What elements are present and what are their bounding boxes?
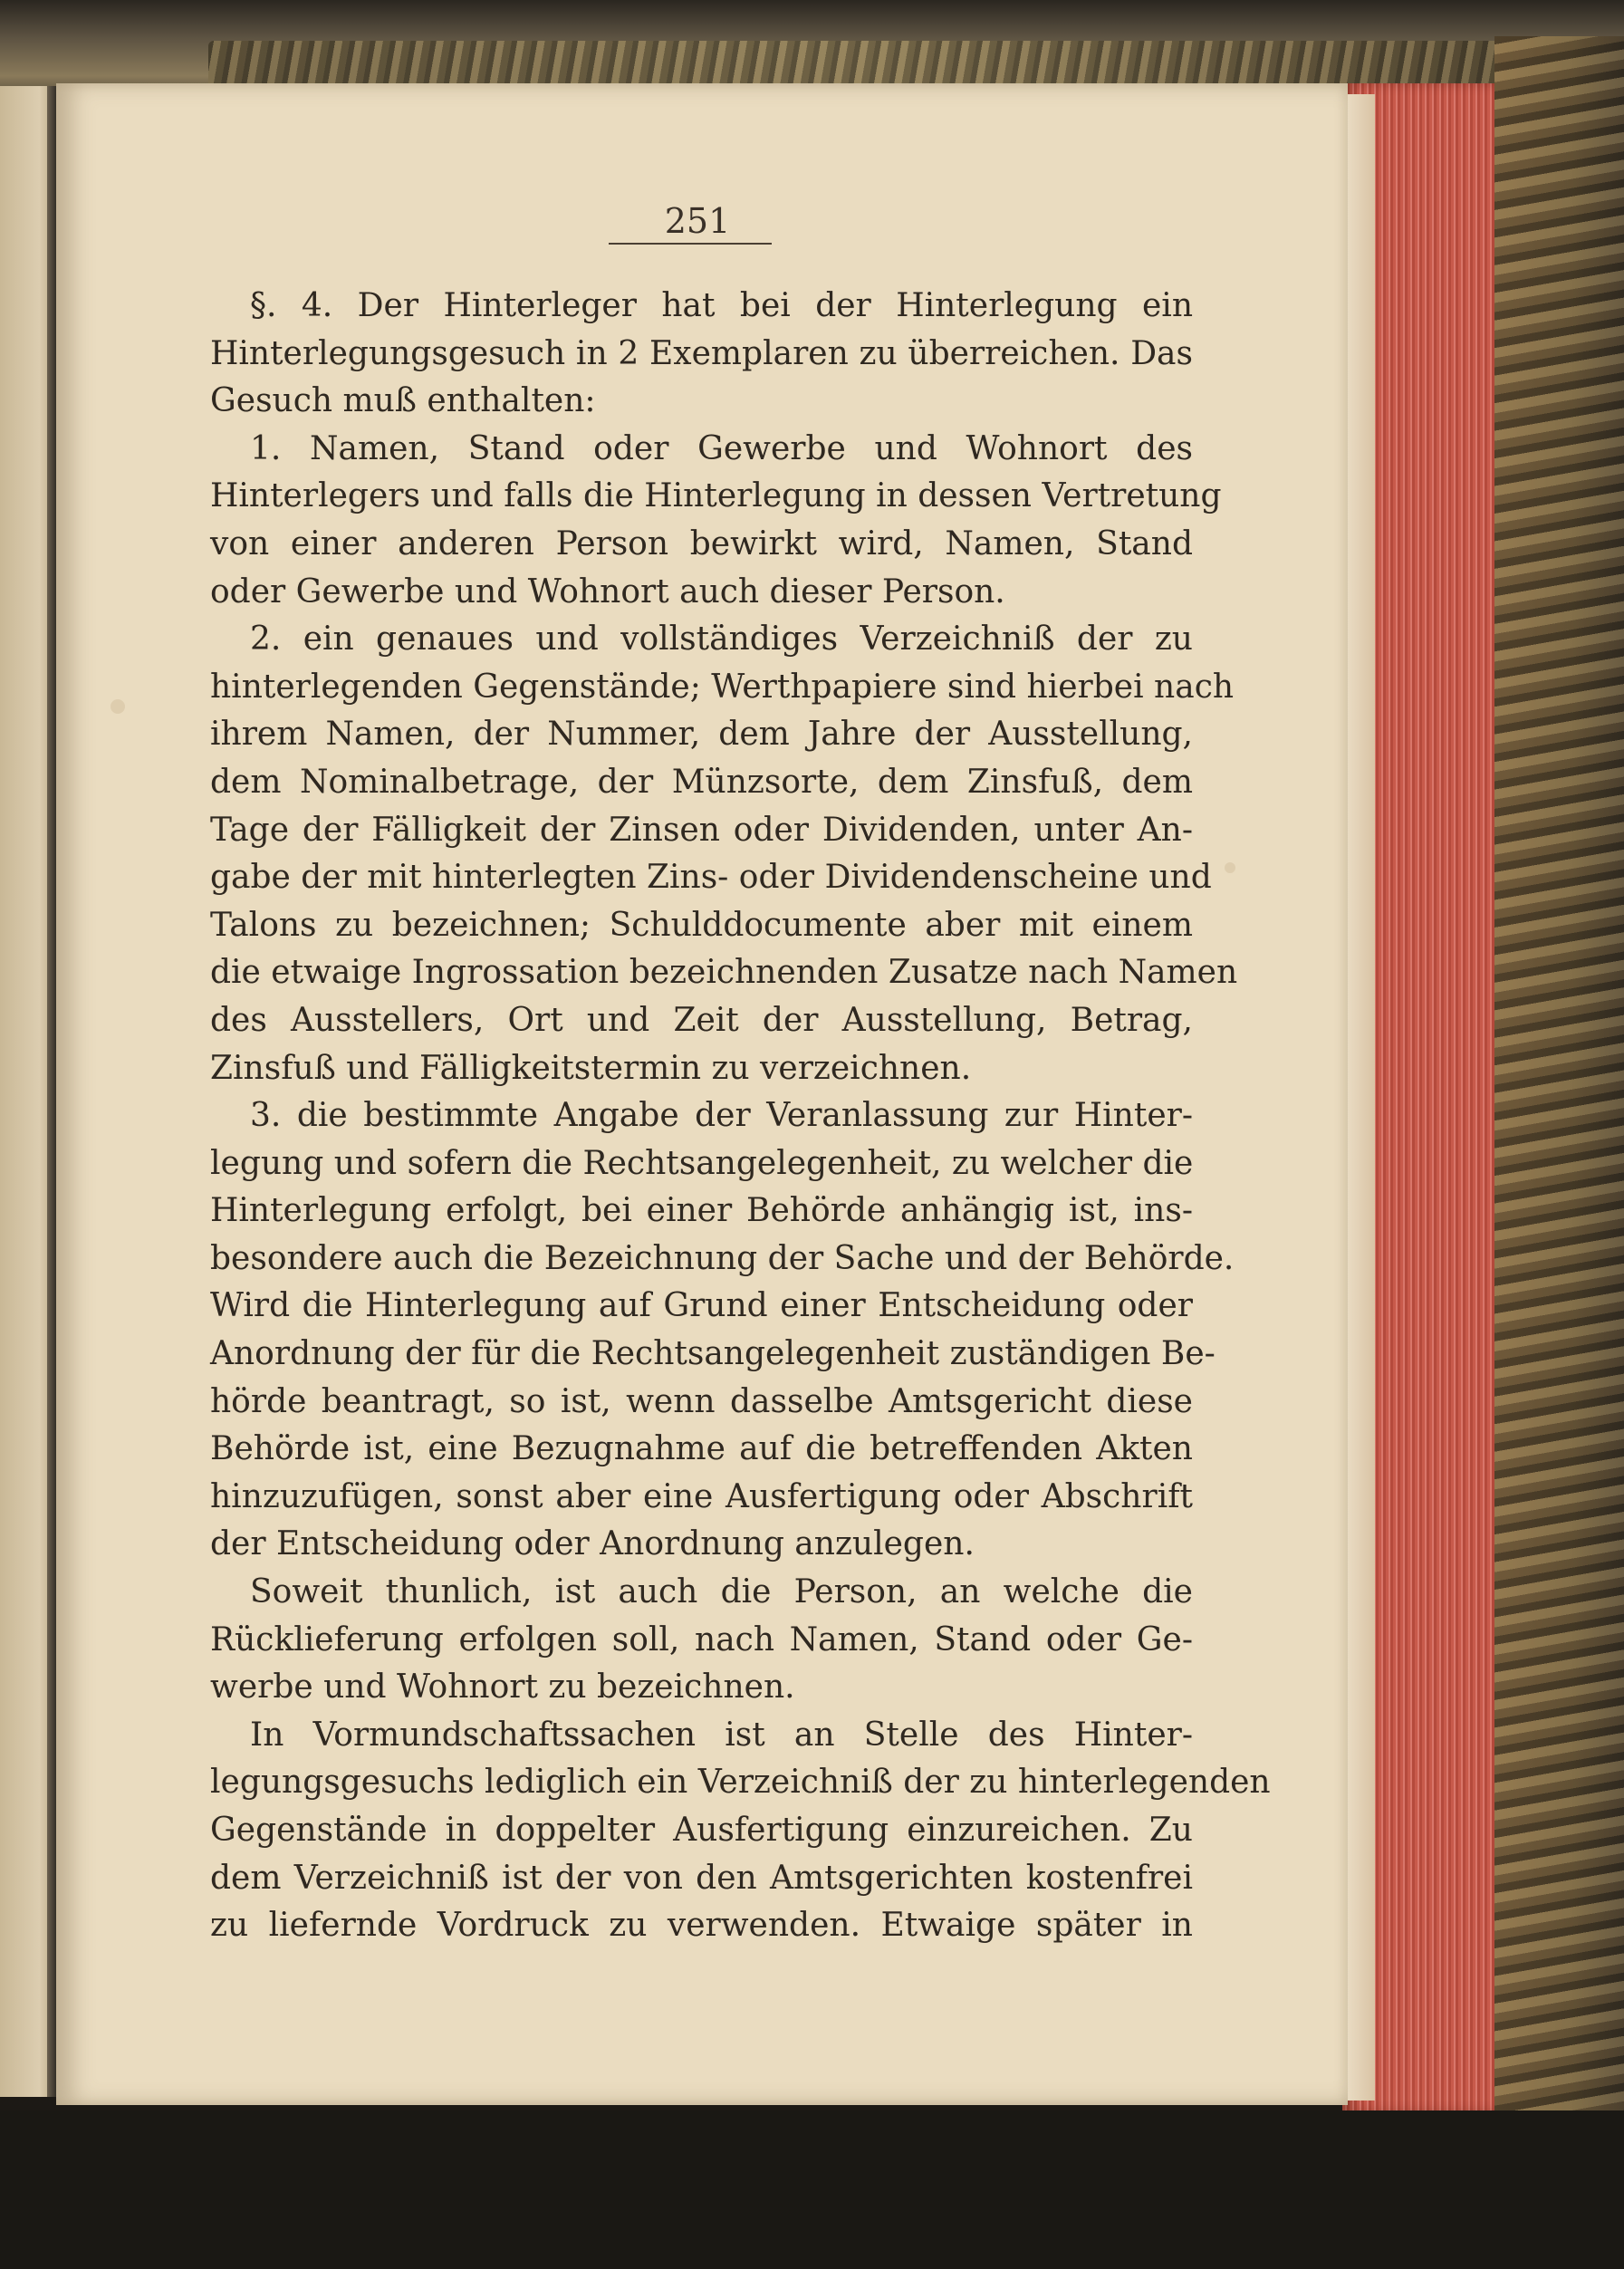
text-line: In Vormundschaftssachen ist an Stelle des Hinter-	[250, 1716, 1193, 1754]
text-line: oder Gewerbe und Wohnort auch dieser Person.	[210, 572, 1005, 611]
page-number-rule	[609, 243, 772, 245]
text-line: von einer anderen Person bewirkt wird, Namen, Stand	[210, 524, 1193, 562]
page-spot	[111, 699, 125, 714]
text-line: Anordnung der für die Rechtsangelegenheit zuständigen Be-	[210, 1335, 1216, 1373]
marbled-cover-right	[1494, 36, 1624, 2120]
text-line: 3. die bestimmte Angabe der Veranlassung zur Hinter-	[250, 1097, 1193, 1135]
text-line: §. 4. Der Hinterleger hat bei der Hinterlegung ein	[250, 287, 1193, 324]
text-line: werbe und Wohnort zu bezeichnen.	[210, 1668, 795, 1707]
text-line: 1. Namen, Stand oder Gewerbe und Wohnort des	[250, 429, 1193, 467]
text-line: des Ausstellers, Ort und Zeit der Ausstellung, Betrag,	[210, 1001, 1193, 1039]
text-line: 2. ein genaues und vollständiges Verzeichniß der zu	[250, 620, 1193, 659]
text-line: hörde beantragt, so ist, wenn dasselbe Amtsgericht diese	[210, 1382, 1193, 1420]
text-line: Gesuch muß enthalten:	[210, 382, 596, 420]
text-line: zu liefernde Vordruck zu verwenden. Etwaige später in	[210, 1907, 1193, 1945]
text-line: Tage der Fälligkeit der Zinsen oder Dividenden, unter An-	[210, 811, 1193, 849]
text-line: gabe der mit hinterlegten Zins- oder Dividendenscheine und	[210, 859, 1212, 897]
text-line: die etwaige Ingrossation bezeichnenden Zusatze nach Namen	[210, 954, 1238, 992]
text-line: der Entscheidung oder Anordnung anzulegen.	[210, 1525, 975, 1563]
text-line: Gegenstände in doppelter Ausfertigung einzureichen. Zu	[210, 1812, 1193, 1849]
text-line: hinzuzufügen, sonst aber eine Ausfertigung oder Abschrift	[210, 1477, 1193, 1515]
text-line: Hinterlegungsgesuch in 2 Exemplaren zu überreichen. Das	[210, 334, 1193, 372]
page-spot	[1225, 862, 1235, 873]
text-line: Hinterlegers und falls die Hinterlegung in dessen Vertretung	[210, 477, 1222, 515]
text-line: ihrem Namen, der Nummer, dem Jahre der Ausstellung,	[210, 716, 1193, 754]
text-line: Zinsfuß und Fälligkeitstermin zu verzeichnen.	[210, 1049, 972, 1087]
text-line: legung und sofern die Rechtsangelegenheit, zu welcher die	[210, 1144, 1194, 1182]
text-line: Soweit thunlich, ist auch die Person, an welche die	[250, 1573, 1193, 1611]
text-line: legungsgesuchs lediglich ein Verzeichniß der zu hinterlegenden	[210, 1764, 1271, 1802]
text-line: Rücklieferung erfolgen soll, nach Namen, Stand oder Ge-	[210, 1620, 1193, 1658]
text-line: besondere auch die Bezeichnung der Sache und der Behörde.	[210, 1239, 1235, 1277]
text-line: dem Nominalbetrage, der Münzsorte, dem Zinsfuß, dem	[210, 763, 1193, 801]
text-line: Talons zu bezeichnen; Schulddocumente aber mit einem	[210, 906, 1193, 944]
text-line: dem Verzeichniß ist der von den Amtsgerichten kostenfrei	[210, 1859, 1193, 1897]
text-line: Behörde ist, eine Bezugnahme auf die betreffenden Akten	[210, 1430, 1193, 1468]
text-line: hinterlegenden Gegenstände; Werthpapiere sind hierbei nach	[210, 668, 1235, 706]
background-bottom	[0, 2110, 1624, 2269]
text-line: Hinterlegung erfolgt, bei einer Behörde anhängig ist, ins-	[210, 1192, 1193, 1230]
text-line: Wird die Hinterlegung auf Grund einer Entscheidung oder	[210, 1287, 1193, 1325]
page-text	[210, 283, 1271, 1950]
page-number: 251	[664, 201, 731, 241]
page-stack-edge	[1348, 94, 1375, 2101]
